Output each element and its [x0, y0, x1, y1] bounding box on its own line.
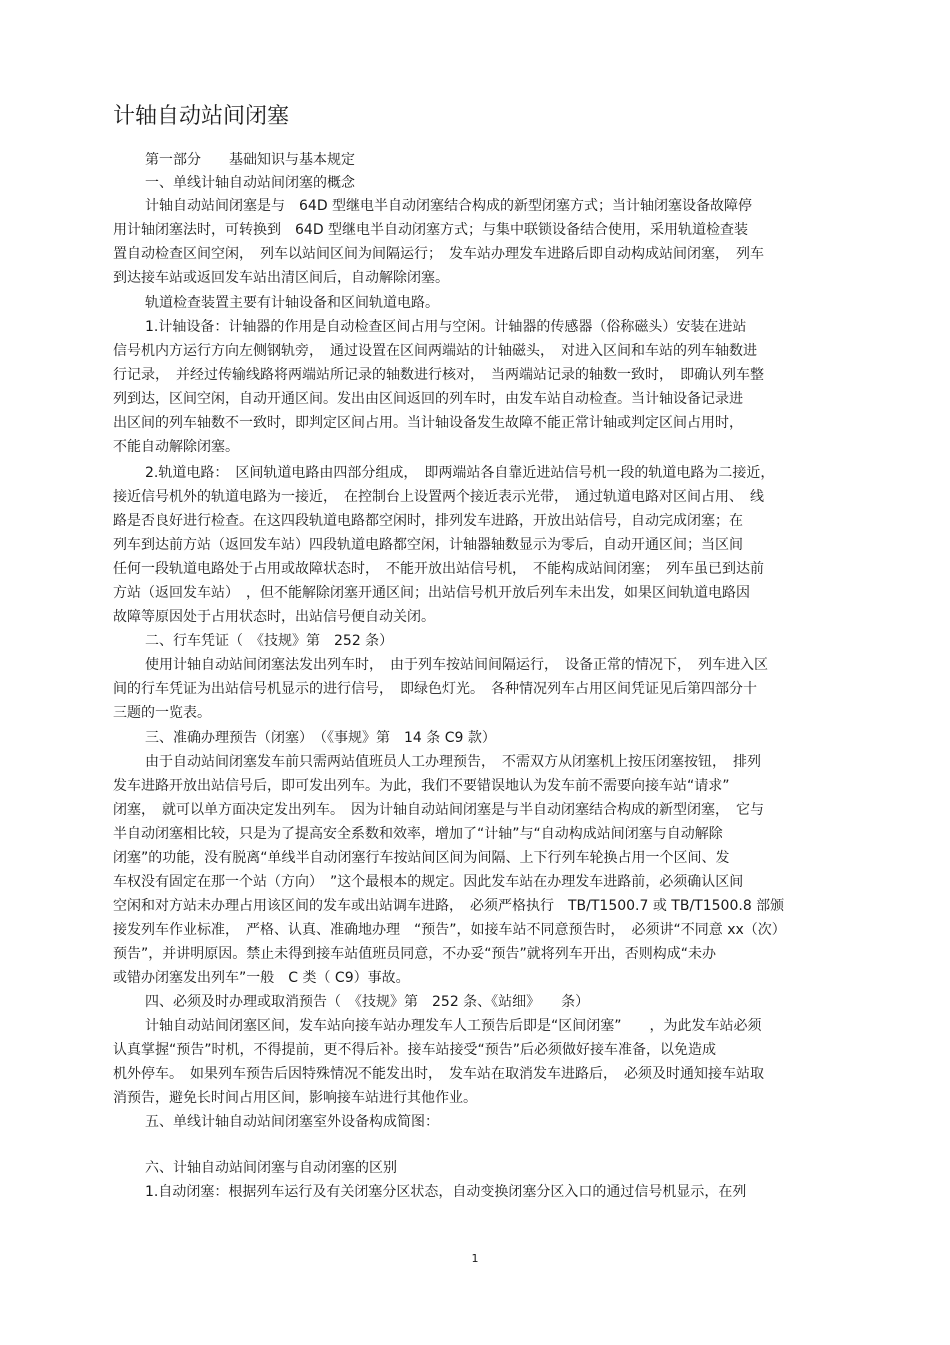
- text-line: 路是否良好进行检查。在这四段轨道电路都空闲时，排列发车进路，开放出站信号，自动完成闭塞；在: [113, 513, 743, 529]
- text-line: 六、计轴自动站间闭塞与自动闭塞的区别: [145, 1160, 397, 1176]
- text-line: 1.计轴设备：计轴器的作用是自动检查区间占用与空闲。计轴器的传感器（俗称磁头）安装在进站: [145, 319, 747, 335]
- text-line: 一、单线计轴自动站间闭塞的概念: [145, 175, 355, 191]
- text-line: 出区间的列车轴数不一致时，即判定区间占用。当计轴设备发生故障不能正常计轴或判定区间占用时，: [113, 415, 743, 431]
- text-line: 接近信号机外的轨道电路为一接近， 在控制台上设置两个接近表示光带， 通过轨道电路对区间占用、 线: [113, 489, 764, 505]
- text-line: 四、必须及时办理或取消预告（ 《技规》第 252 条、《站细》 条）: [145, 994, 590, 1010]
- text-line: 列车到达前方站（返回发车站）四段轨道电路都空闲，计轴器轴数显示为零后，自动开通区间；当区间: [113, 537, 743, 553]
- text-line: 计轴自动站间闭塞是与 64D 型继电半自动闭塞结合构成的新型闭塞方式；当计轴闭塞设备故障停: [145, 198, 753, 214]
- text-line: 空闲和对方站未办理占用该区间的发车或出站调车进路， 必须严格执行 TB/T1500.7 或 TB/T1500.8 部颁: [113, 898, 785, 914]
- text-line: 三、准确办理预告（闭塞） （《事规》第 14 条 C9 款）: [145, 730, 496, 746]
- text-line: 第一部分 基础知识与基本规定: [145, 152, 355, 168]
- text-line: 由于自动站间闭塞发车前只需两站值班员人工办理预告， 不需双方从闭塞机上按压闭塞按钮， 排列: [145, 754, 761, 770]
- document-title: 计轴自动站间闭塞: [113, 104, 290, 129]
- text-line: 或错办闭塞发出列车”一般 C 类（ C9）事故。: [113, 970, 410, 986]
- text-line: 五、单线计轴自动站间闭塞室外设备构成简图：: [145, 1114, 439, 1130]
- text-line: 列到达，区间空闲，自动开通区间。发出由区间返回的列车时，由发车站自动检查。当计轴设备记录进: [113, 391, 743, 407]
- text-line: 闭塞， 就可以单方面决定发出列车。 因为计轴自动站间闭塞是与半自动闭塞结合构成的新型闭塞， 它与: [113, 802, 764, 818]
- text-line: 轨道检查装置主要有计轴设备和区间轨道电路。: [145, 295, 439, 311]
- text-line: 故障等原因处于占用状态时，出站信号便自动关闭。: [113, 609, 435, 625]
- text-line: 三题的一览表。: [113, 705, 211, 721]
- text-line: 闭塞”的功能，没有脱离“单线半自动闭塞行车按站间区间为间隔、上下行列车轮换占用一个区间、发: [113, 850, 730, 866]
- text-line: 行记录， 并经过传输线路将两端站所记录的轴数进行核对， 当两端站记录的轴数一致时， 即确认列车整: [113, 367, 764, 383]
- text-line: 车权没有固定在那一个站（方向） ”这个最根本的规定。因此发车站在办理发车进路前，必须确认区间: [113, 874, 744, 890]
- text-line: 消预告，避免长时间占用区间，影响接车站进行其他作业。: [113, 1090, 477, 1106]
- text-line: 任何一段轨道电路处于占用或故障状态时， 不能开放出站信号机， 不能构成站间闭塞； 列车虽已到达前: [113, 561, 764, 577]
- text-line: 二、行车凭证（ 《技规》第 252 条）: [145, 633, 394, 649]
- text-line: 用计轴闭塞法时，可转换到 64D 型继电半自动闭塞方式；与集中联锁设备结合使用，采用轨道检查装: [113, 222, 749, 238]
- text-line: 预告”，并讲明原因。禁止未得到接车站值班员同意，不办妥“预告”就将列车开出，否则构成“未办: [113, 946, 717, 962]
- text-line: 计轴自动站间闭塞区间，发车站向接车站办理发车人工预告后即是“区间闭塞” ，为此发车站必须: [145, 1018, 762, 1034]
- text-line: 间的行车凭证为出站信号机显示的进行信号， 即绿色灯光。 各种情况列车占用区间凭证见后第四部分十: [113, 681, 757, 697]
- text-line: 1.自动闭塞：根据列车运行及有关闭塞分区状态，自动变换闭塞分区入口的通过信号机显示，在列: [145, 1184, 747, 1200]
- text-line: 接发列车作业标准， 严格、认真、准确地办理 “预告”，如接车站不同意预告时， 必须讲“不同意 xx（次）: [113, 922, 786, 938]
- text-line: 置自动检查区间空闲， 列车以站间区间为间隔运行； 发车站办理发车进路后即自动构成站间闭塞， 列车: [113, 246, 764, 262]
- text-line: 认真掌握“预告”时机，不得提前，更不得后补。接车站接受“预告”后必须做好接车准备，以免造成: [113, 1042, 717, 1058]
- page-number: 1: [471, 1252, 479, 1265]
- text-line: 方站（返回发车站） ，但不能解除闭塞开通区间；出站信号机开放后列车未出发，如果区间轨道电路因: [113, 585, 750, 601]
- text-line: 半自动闭塞相比较，只是为了提高安全系数和效率，增加了“计轴”与“自动构成站间闭塞与自动解除: [113, 826, 723, 842]
- text-line: 信号机内方运行方向左侧钢轨旁， 通过设置在区间两端站的计轴磁头， 对进入区间和车站的列车轴数进: [113, 343, 757, 359]
- text-line: 发车进路开放出站信号后，即可发出列车。为此，我们不要错误地认为发车前不需要向接车站“请求”: [113, 778, 730, 794]
- text-line: 2.轨道电路： 区间轨道电路由四部分组成， 即两端站各自靠近进站信号机一段的轨道电路为二接近，: [145, 465, 775, 481]
- text-line: 机外停车。 如果列车预告后因特殊情况不能发出时， 发车站在取消发车进路后， 必须及时通知接车站取: [113, 1066, 764, 1082]
- text-line: 不能自动解除闭塞。: [113, 439, 239, 455]
- text-line: 到达接车站或返回发车站出清区间后，自动解除闭塞。: [113, 270, 449, 286]
- text-line: 使用计轴自动站间闭塞法发出列车时， 由于列车按站间间隔运行， 设备正常的情况下， 列车进入区: [145, 657, 768, 673]
